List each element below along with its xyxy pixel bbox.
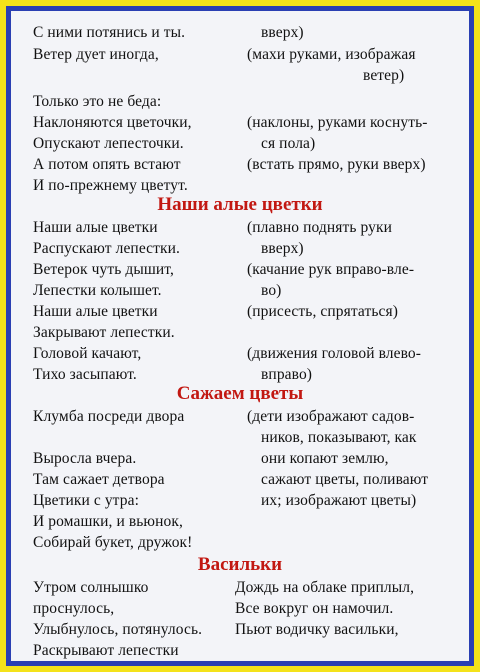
s3-right-1: Дождь на облаке приплыл, [235, 579, 415, 596]
intro-right-3: ветер) [363, 67, 405, 84]
s2-left-5: Цветики с утра: [33, 492, 139, 509]
s1-right-4: во) [261, 282, 282, 299]
s1-right-5: (присесть, спрятаться) [247, 303, 399, 320]
intro-right-5: (наклоны, руками коснуть- [247, 114, 428, 131]
blue-border [6, 6, 474, 666]
s1-right-3: (качание рук вправо-вле- [247, 261, 415, 278]
intro-left-7: А потом опять встают [33, 156, 181, 173]
s2-right-4: сажают цветы, поливают [261, 471, 429, 488]
s1-left-5: Наши алые цветки [33, 303, 158, 320]
s2-right-2: ников, показывают, как [261, 429, 417, 446]
s3-right-3: Пьют водичку васильки, [235, 621, 399, 638]
s1-right-2: вверх) [261, 240, 304, 257]
s1-left-4: Лепестки колышет. [33, 282, 162, 299]
s3-left-3: Улыбнулось, потянулось. [33, 621, 203, 638]
s1-left-6: Закрывают лепестки. [33, 324, 175, 341]
s1-left-1: Наши алые цветки [33, 219, 158, 236]
s2-right-3: они копают землю, [261, 450, 389, 467]
intro-right-1: вверх) [261, 24, 304, 41]
section2-title: Сажаем цветы [176, 383, 304, 404]
s3-right-2: Все вокруг он намочил. [235, 600, 394, 617]
s1-left-7: Головой качают, [33, 345, 142, 362]
s1-left-3: Ветерок чуть дышит, [33, 261, 174, 278]
s2-right-1: (дети изображают садов- [247, 408, 415, 425]
s3-left-2: проснулось, [33, 600, 115, 617]
s2-right-5: их; изображают цветы) [261, 492, 417, 509]
s3-left-1: Утром солнышко [33, 579, 149, 596]
section1-title: Наши алые цветки [157, 194, 323, 215]
intro-left-8: И по-прежнему цветут. [33, 177, 188, 194]
intro-left-2: Ветер дует иногда, [33, 46, 159, 63]
intro-left-5: Наклоняются цветочки, [33, 114, 192, 131]
intro-left-4: Только это не беда: [33, 93, 162, 110]
s2-left-6: И ромашки, и вьюнок, [33, 513, 183, 530]
intro-right-7: (встать прямо, руки вверх) [247, 156, 426, 173]
section3-title: Васильки [197, 554, 283, 575]
intro-left-6: Опускают лепесточки. [33, 135, 184, 152]
s2-left-7: Собирай букет, дружок! [33, 534, 193, 551]
s1-left-2: Распускают лепестки. [33, 240, 181, 257]
s1-right-7: (движения головой влево- [247, 345, 422, 362]
intro-left-1: С ними потянись и ты. [33, 24, 186, 41]
s3-left-4: Раскрывают лепестки [33, 642, 179, 659]
s1-left-8: Тихо засыпают. [33, 366, 137, 383]
intro-right-6: ся пола) [261, 135, 316, 152]
intro-right-2: (махи руками, изображая [247, 46, 416, 63]
document-page [11, 11, 469, 661]
s2-left-1: Клумба посреди двора [33, 408, 185, 425]
s1-right-8: вправо) [261, 366, 313, 383]
s2-left-3: Выросла вчера. [33, 450, 137, 467]
s1-right-1: (плавно поднять руки [247, 219, 393, 236]
s2-left-4: Там сажает детвора [33, 471, 165, 488]
